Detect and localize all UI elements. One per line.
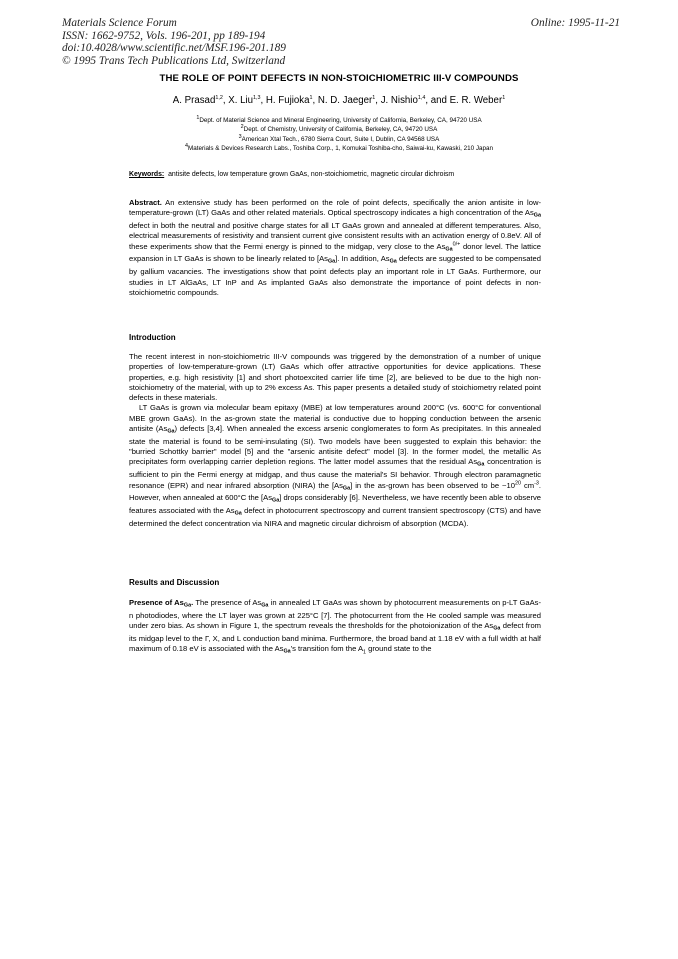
- results-heading: Results and Discussion: [129, 578, 220, 587]
- author: X. Liu$^{1,3}$: [228, 94, 261, 106]
- affiliation: $^2$Dept. of Chemistry, University of California, Berkeley, CA, 94720 USA: [240, 124, 438, 134]
- results-body: [129, 598, 541, 657]
- keywords-text: antisite defects, low temperature grown GaAs, non-stoichiometric, magnetic circular dichroism: [168, 171, 455, 178]
- presence-subheading: Presence of AsGa.: [129, 598, 194, 609]
- affiliation: $^3$American Xtal Tech., 6780 Sierra Court, Suite I, Dublin, CA 94568 USA: [238, 133, 440, 143]
- keywords-line: [129, 171, 454, 178]
- author: J. Nishio$^{1,4}$: [380, 94, 426, 106]
- doi-link[interactable]: doi:10.4028/www.scientific.net/MSF.196-201.189: [62, 42, 286, 55]
- intro-body: [129, 352, 541, 529]
- journal-header: [62, 17, 286, 67]
- intro-paragraph-1: The recent interest in non-stoichiometric III-V compounds was triggered by the demonstration of a number of unique properties of low-temperature-grown (LT) GaAs which offer attractive opportunities for device applications. These properties, e.g. high resistivity [1] and short photoexcited carrier life time [2], are believed to be due to the high non-stoichiometry of the material, with up to 2% excess As. This paper presents a detailed study of stoichiometry related point defects in these materials.: [129, 352, 541, 403]
- author: E. R. Weber$^1$: [449, 94, 506, 106]
- issn-line: ISSN: 1662-9752, Vols. 196-201, pp 189-194: [62, 29, 266, 42]
- intro-heading: Introduction: [129, 333, 176, 342]
- affiliation: $^4$Materials & Devices Research Labs., Toshiba Corp., 1, Komukai Toshiba-cho, Saiwai-ku, Kawaski, 210 Japan: [185, 143, 493, 153]
- results-paragraph-1: Presence of AsGa. The presence of AsGa in annealed LT GaAs was shown by photocurrent measurements on p-LT GaAs-n photodiodes, where the LT layer was grown at 225°C [7]. The photocurrent from the He cooled sample was measured under zero bias. As shown in Figure 1, the spectrum reveals the thresholds for the photoionization of the AsGa defect from its midgap level to the Γ, X, and L conduction band minima. Furthermore, the broad band at 1.18 eV with a full width at half maximum of 0.18 eV is associated with the AsGa's transition fom the $A_1$ ground state to the: [129, 598, 541, 656]
- author: H. Fujioka$^1$: [265, 94, 313, 106]
- affiliation-list: [0, 116, 678, 154]
- keywords-label: Keywords:: [129, 171, 165, 178]
- author: A. Prasad$^{1,2}$: [172, 94, 223, 106]
- paper-title: THE ROLE OF POINT DEFECTS IN NON-STOICHIOMETRIC III-V COMPOUNDS: [159, 73, 519, 84]
- affiliation: $^1$Dept. of Material Science and Mineral Engineering, University of California, Berkeley, CA, 94720 USA: [196, 114, 482, 124]
- journal-name: Materials Science Forum: [62, 17, 177, 29]
- author-list: A. Prasad$^{1,2}$, X. Liu$^{1,3}$, H. Fujioka$^1$, N. D. Jaeger$^1$, J. Nishio$^{1,4}$, and E. R. Weber$^1$: [172, 94, 506, 106]
- author: N. D. Jaeger$^1$: [317, 94, 376, 106]
- abstract-label: Abstract.: [129, 198, 162, 207]
- abstract: Abstract. An extensive study has been performed on the role of point defects, specifically the anion antisite in low-temperature-grown (LT) GaAs and other related materials. Optical spectroscopy indicates a high concentration of the AsGa defect in both the neutral and positive charge states for all LT GaAs grown and annealed at different temperatures. Also, electrical measurements of resistivity and transient current give consistent results with an activation energy of 0.8eV. All of these experiments show that the Fermi energy is pinned to the midgap, very close to the AsGa$^{0/+}$ donor level. The lattice expansion in LT GaAs is shown to be linearly related to [AsGa]. In addition, AsGa defects are suggested to be compensated by gallium vacancies. The investigations show that point defects play an important role in LT GaAs. Furthermore, our studies in LT AlGaAs, LT InP and As implanted GaAs also demonstrate the importance of point defects in non-stoichiometric compounds.: [129, 198, 542, 297]
- copyright-line: © 1995 Trans Tech Publications Ltd, Switzerland: [62, 54, 286, 67]
- online-date: Online: 1995-11-21: [530, 17, 620, 29]
- intro-paragraph-2: LT GaAs is grown via molecular beam epitaxy (MBE) at low temperatures around 200°C (vs. 600°C for conventional MBE grown GaAs). In the as-grown state the material is conductive due to hopping conduction between the arsenic antisite (AsGa) defects [3,4]. When annealed the excess arsenic conglomerates to form As precipitates. In this annealed state the material is found to be semi-insulating (SI). Two models have been suggested to explain this behavior: the "burried Schottky barrier" model [5] and the "arsenic antisite defect" model [3]. In the former model, the metallic As precipitates form overlapping carrier depletion regions. The latter model assumes that the residual AsGa concentration is sufficient to pin the Fermi energy at midgap, and thus cause the material's SI behavior. Through electron paramagnetic resonance (EPR) and near infrared absorption (NIRA) the [AsGa] in the as-grown has been observed to be $\sim 10^{20}$ $cm^{-3}$. However, when annealed at 600°C the [AsGa] drops considerably [6]. Nevertheless, we have recently been able to observe features associated with the AsGa defect in photocurrent spectroscopy and current transient spectroscopy (CTS) and have determined the defect concentration via NIRA and magnetic circular dichroism of absorption (MCDA).: [129, 403, 542, 528]
